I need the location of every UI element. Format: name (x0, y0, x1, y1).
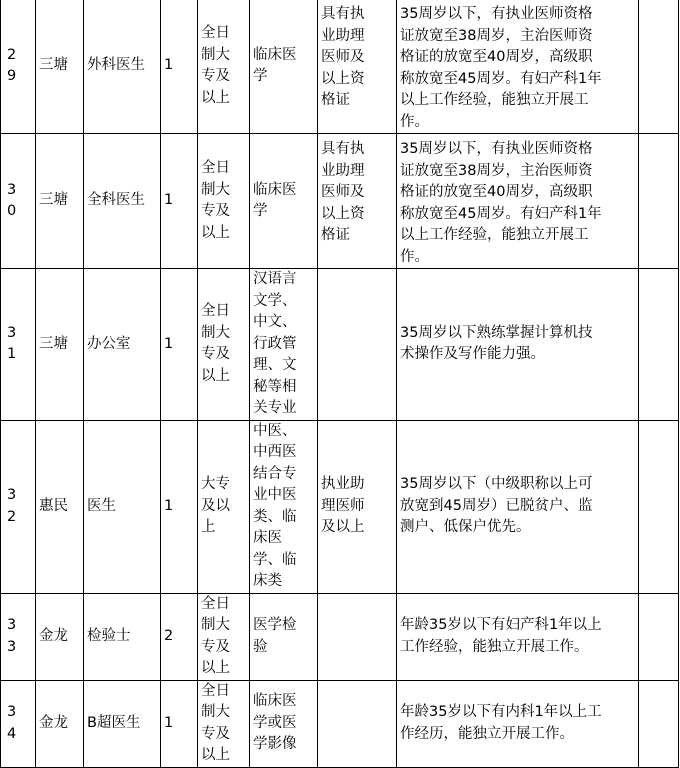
cell-requirements: 年龄35岁以下有妇产科1年以上 工作经验，能独立开展工作。 (397, 593, 639, 680)
cell-number: 3 2 (1, 420, 36, 593)
cell-count: 1 (161, 134, 198, 269)
cell-count: 1 (161, 269, 198, 421)
cell-number: 3 1 (1, 269, 36, 421)
cell-qualification: 具有执 业助理 医师及 以上资 格证 (318, 0, 397, 134)
cell-education: 全日 制大 专及 以上 (198, 593, 250, 680)
cell-number: 3 3 (1, 593, 36, 680)
cell-requirements: 35周岁以下，有执业医师资格 证放宽至38周岁，主治医师资 格证的放宽至40周岁，高级职 称放宽至45周岁。有妇产科1年 以上工作经验，能独立开展工 作。 (397, 0, 639, 134)
cell-major: 临床医 学或医 学影像 (250, 680, 318, 767)
cell-remarks (639, 0, 679, 134)
cell-position: 办公室 (84, 269, 161, 421)
cell-count: 1 (161, 0, 198, 134)
table-row (1, 593, 679, 680)
table-row (1, 269, 679, 421)
cell-town: 三塘 (36, 0, 84, 134)
cell-position: 医生 (84, 420, 161, 593)
cell-remarks (639, 269, 679, 421)
cell-remarks (639, 593, 679, 680)
cell-count: 2 (161, 593, 198, 680)
cell-remarks (639, 420, 679, 593)
table-row (1, 0, 679, 134)
table-row (1, 680, 679, 767)
cell-remarks (639, 680, 679, 767)
cell-town: 金龙 (36, 680, 84, 767)
cell-qualification (318, 593, 397, 680)
cell-education: 全日 制大 专及 以上 (198, 269, 250, 421)
cell-major: 中医、 中西医 结合专 业中医 类、临 床医 学、临 床类 (250, 420, 318, 593)
cell-position: 检验士 (84, 593, 161, 680)
table-body (1, 0, 679, 767)
cell-requirements: 年龄35岁以下有内科1年以上工 作经历，能独立开展工作。 (397, 680, 639, 767)
table-row (1, 420, 679, 593)
cell-qualification (318, 269, 397, 421)
cell-number: 3 0 (1, 134, 36, 269)
cell-town: 金龙 (36, 593, 84, 680)
cell-requirements: 35周岁以下，有执业医师资格 证放宽至38周岁，主治医师资 格证的放宽至40周岁，高级职 称放宽至45周岁。有妇产科1年 以上工作经验，能独立开展工 作。 (397, 134, 639, 269)
cell-qualification: 执业助 理医师 及以上 (318, 420, 397, 593)
cell-number: 3 4 (1, 680, 36, 767)
cell-major: 医学检 验 (250, 593, 318, 680)
cell-town: 惠民 (36, 420, 84, 593)
cell-town: 三塘 (36, 134, 84, 269)
cell-position: B超医生 (84, 680, 161, 767)
cell-count: 1 (161, 420, 198, 593)
cell-education: 大专 及以 上 (198, 420, 250, 593)
cell-requirements: 35周岁以下（中级职称以上可 放宽到45周岁）已脱贫户、监 测户、低保户优先。 (397, 420, 639, 593)
cell-position: 全科医生 (84, 134, 161, 269)
cell-number: 2 9 (1, 0, 36, 134)
cell-major: 临床医 学 (250, 134, 318, 269)
cell-requirements: 35周岁以下熟练掌握计算机技 术操作及写作能力强。 (397, 269, 639, 421)
cell-qualification (318, 680, 397, 767)
cell-qualification: 具有执 业助理 医师及 以上资 格证 (318, 134, 397, 269)
cell-count: 1 (161, 680, 198, 767)
cell-education: 全日 制大 专及 以上 (198, 134, 250, 269)
cell-remarks (639, 134, 679, 269)
table-row (1, 134, 679, 269)
cell-education: 全日 制大 专及 以上 (198, 680, 250, 767)
cell-major: 汉语言 文学、 中文、 行政管 理、文 秘等相 关专业 (250, 269, 318, 421)
cell-position: 外科医生 (84, 0, 161, 134)
cell-town: 三塘 (36, 269, 84, 421)
cell-education: 全日 制大 专及 以上 (198, 0, 250, 134)
cell-major: 临床医 学 (250, 0, 318, 134)
